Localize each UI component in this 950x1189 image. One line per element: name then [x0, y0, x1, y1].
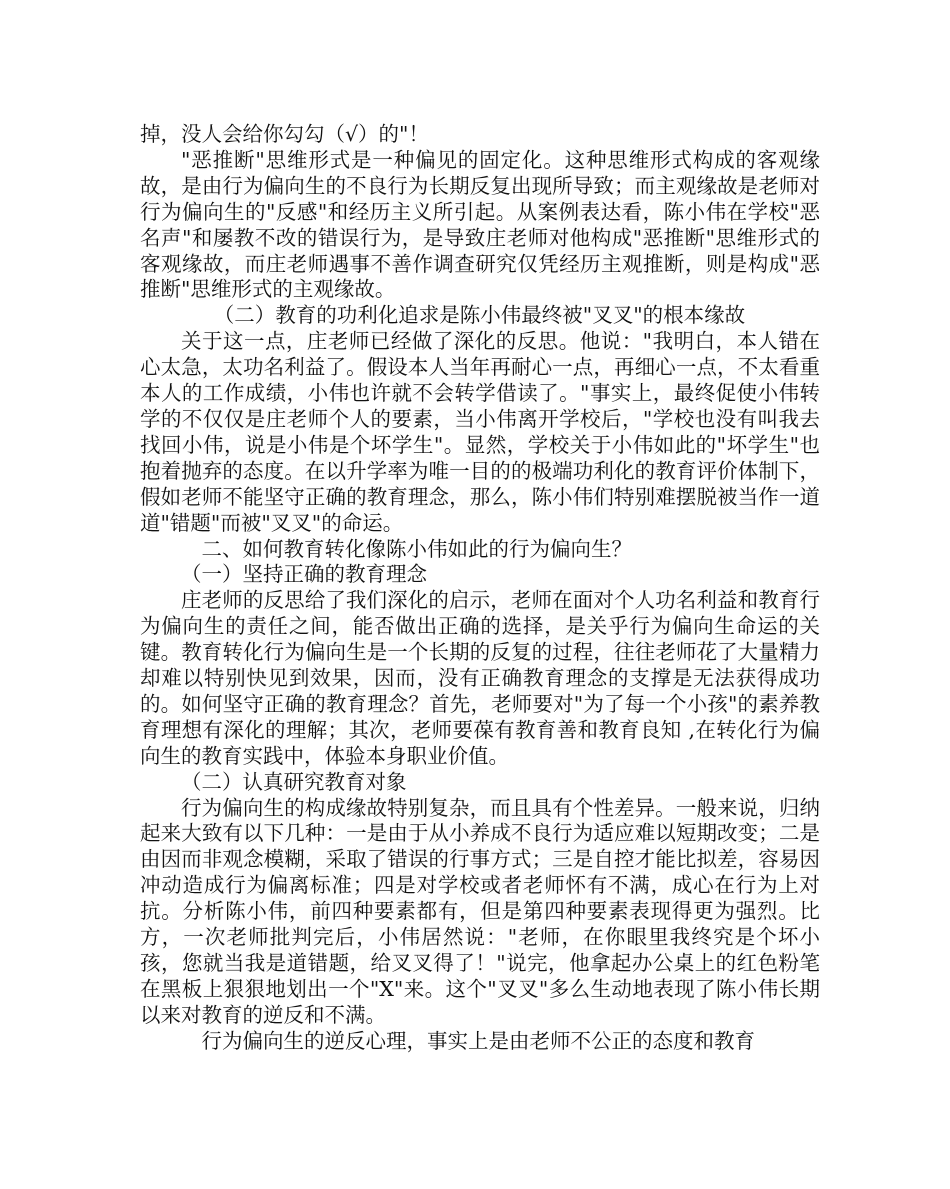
paragraph-causes: 行为偏向生的构成缘故特别复杂，而且具有个性差异。一般来说，归纳起来大致有以下几种：一是由于从小养成不良行为适应难以短期改变；二是由因而非观念模糊，采取了错误的行事方式；三是自控才能比拟差，容易因冲动造成行为偏离标准；四是对学校或者老师怀有不满，成心在行为上对抗。分析陈小伟，前四种要素都有，但是第四种要素表现得更为强烈。比方，一次老师批判完后，小伟居然说："老师，在你眼里我终究是个坏小孩，您就当我是道错题，给叉叉得了！"说完，他拿起办公桌上的红色粉笔在黑板上狠狠地划出一个"X"来。这个"叉叉"多么生动地表现了陈小伟长期以来对教育的逆反和不满。	[140, 795, 820, 1027]
document-page	[140, 122, 820, 1055]
section-heading-2-1: （一）坚持正确的教育理念	[181, 562, 427, 587]
section-heading-1-2: （二）教育的功利化追求是陈小伟最终被"叉叉"的根本缘故	[213, 303, 746, 328]
paragraph-bad-inference: "恶推断"思维形式是一种偏见的固定化。这种思维形式构成的客观缘故，是由行为偏向生的不良行为长期反复出现所导致；而主观缘故是老师对行为偏向生的"反感"和经历主义所引起。从案例表达看，陈小伟在学校"恶名声"和屡教不改的错误行为，是导致庄老师对他构成"恶推断"思维形式的客观缘故，而庄老师遇事不善作调查研究仅凭经历主观推断，则是构成"恶推断"思维形式的主观缘故。	[140, 147, 820, 302]
paragraph-philosophy: 庄老师的反思给了我们深化的启示，老师在面对个人功名利益和教育行为偏向生的责任之间，能否做出正确的选择，是关乎行为偏向生命运的关键。教育转化行为偏向生是一个长期的反复的过程，往往老师花了大量精力却难以特别快见到效果，因而，没有正确教育理念的支撑是无法获得成功的。如何坚守正确的教育理念？首先，老师要对"为了每一个小孩"的素养教育理想有深化的理解；其次，老师要葆有教育善和教育良知 ,在转化行为偏向生的教育实践中，体验本身职业价值。	[140, 588, 820, 768]
paragraph-quote-end: 掉，没人会给你勾勾（√）的"！	[140, 122, 429, 146]
paragraph-rebellion: 行为偏向生的逆反心理，事实上是由老师不公正的态度和教育	[201, 1028, 755, 1053]
section-heading-2-2: （二）认真研究教育对象	[181, 769, 407, 794]
paragraph-reflection: 关于这一点，庄老师已经做了深化的反思。他说："我明白，本人错在心太急，太功名利益了。假设本人当年再耐心一点，再细心一点，不太看重本人的工作成绩，小伟也许就不会转学借读了。"事实上，最终促使小伟转学的不仅仅是庄老师个人的要素，当小伟离开学校后，"学校也没有叫我去找回小伟，说是小伟是个坏学生"。显然，学校关于小伟如此的"坏学生"也抱着抛弃的态度。在以升学率为唯一目的的极端功利化的教育评价体制下，假如老师不能坚守正确的教育理念，那么，陈小伟们特别难摆脱被当作一道道"错题"而被"叉叉"的命运。	[140, 329, 820, 535]
section-heading-2: 二、如何教育转化像陈小伟如此的行为偏向生？	[201, 536, 632, 561]
